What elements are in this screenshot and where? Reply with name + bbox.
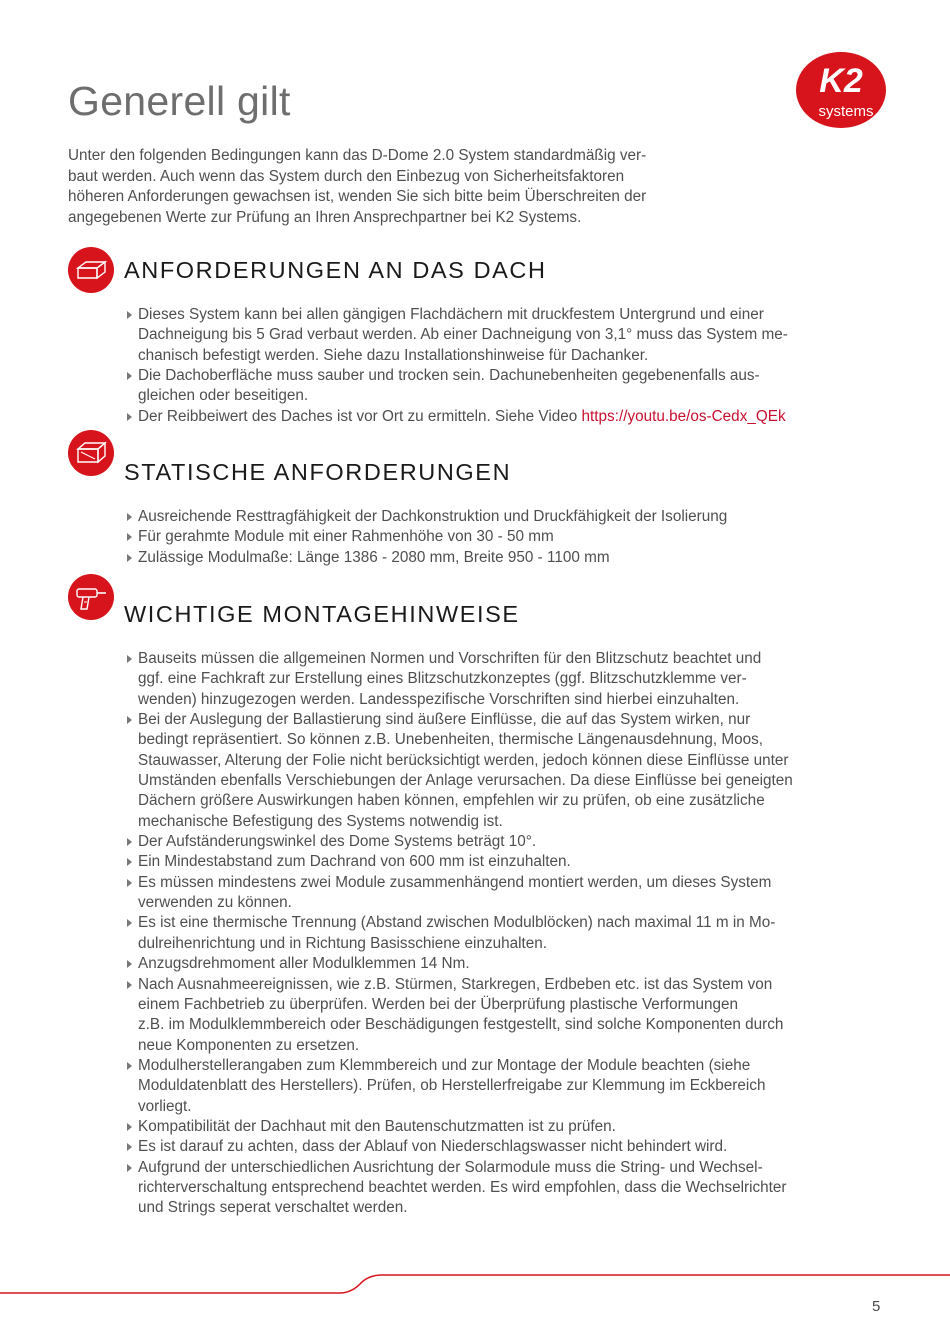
list-item bbox=[124, 1117, 793, 1137]
bullet-line: verwenden zu können. bbox=[138, 894, 292, 912]
drill-icon bbox=[68, 574, 114, 620]
intro-line: Unter den folgenden Bedingungen kann das D-Dome 2.0 System standardmäßig ver- bbox=[68, 147, 647, 164]
bullet-line: neue Komponenten zu ersetzen. bbox=[138, 1036, 360, 1054]
list-item bbox=[124, 407, 788, 427]
bullet-line: vorliegt. bbox=[138, 1097, 192, 1115]
bullet-list-mounting bbox=[124, 649, 793, 1219]
list-item bbox=[124, 1137, 793, 1157]
list-item bbox=[124, 1158, 793, 1219]
bullet-list-static bbox=[124, 507, 727, 568]
bullet-line: wenden) hinzugezogen werden. Landesspezifische Vorschriften sind hierbei einzuhalten. bbox=[138, 690, 740, 708]
list-item bbox=[124, 710, 793, 832]
bullet-line: Ausreichende Resttragfähigkeit der Dachkonstruktion und Druckfähigkeit der Isolierung bbox=[138, 508, 728, 525]
video-link[interactable]: https://youtu.be/os-Cedx_QEk bbox=[581, 407, 786, 425]
bullet-line: dulreihenrichtung und in Richtung Basisschiene einzuhalten. bbox=[138, 934, 548, 952]
bullet-line: und Strings seperat verschaltet werden. bbox=[138, 1199, 408, 1217]
section-heading-static: STATISCHE ANFORDERUNGEN bbox=[124, 459, 512, 485]
page-title: Generell gilt bbox=[68, 78, 291, 124]
list-item bbox=[124, 305, 788, 366]
list-item bbox=[124, 548, 727, 568]
bullet-line: Stauwasser, Alterung der Folie nicht berücksichtigt werden, jedoch können diese Einflüsse unter bbox=[138, 751, 789, 769]
page-number: 5 bbox=[872, 1298, 881, 1315]
list-item bbox=[124, 852, 793, 872]
bullet-line: Anzugsdrehmoment aller Modulklemmen 14 Nm. bbox=[138, 955, 470, 973]
intro-line: baut werden. Auch wenn das System durch den Einbezug von Sicherheitsfaktoren bbox=[68, 167, 625, 185]
list-item bbox=[124, 1056, 793, 1117]
section-heading-mounting: WICHTIGE MONTAGEHINWEISE bbox=[124, 601, 520, 627]
bullet-line: Umständen ebenfalls Verschiebungen der Anlage verursachen. Da diese Einflüsse bei geneigten bbox=[138, 772, 793, 790]
list-item bbox=[124, 975, 793, 1056]
bullet-line: Für gerahmte Module mit einer Rahmenhöhe von 30 - 50 mm bbox=[138, 528, 554, 546]
bullet-line: Bei der Auslegung der Ballastierung sind äußere Einflüsse, die auf das System wirken, nur bbox=[138, 711, 751, 729]
intro-paragraph bbox=[68, 146, 718, 228]
list-item bbox=[124, 913, 793, 954]
bullet-line: Ein Mindestabstand zum Dachrand von 600 mm ist einzuhalten. bbox=[138, 853, 571, 871]
roof-block-icon bbox=[68, 247, 114, 293]
logo-mark: K2 bbox=[819, 62, 863, 100]
list-item bbox=[124, 507, 727, 527]
k2-systems-logo bbox=[794, 50, 888, 130]
intro-line: angegebenen Werte zur Prüfung an Ihren Ansprechpartner bei K2 Systems. bbox=[68, 208, 582, 226]
bullet-line: Es ist eine thermische Trennung (Abstand zwischen Modulblöcken) nach maximal 11 m in Mo- bbox=[138, 914, 776, 932]
list-item bbox=[124, 366, 788, 407]
list-item bbox=[124, 832, 793, 852]
bullet-line: Modulherstellerangaben zum Klemmbereich und zur Montage der Module beachten (siehe bbox=[138, 1056, 751, 1074]
bullet-line: Dächern größere Auswirkungen haben können, empfehlen wir zu prüfen, ob eine zusätzliche bbox=[138, 792, 765, 810]
bullet-line: Dachneigung bis 5 Grad verbaut werden. Ab einer Dachneigung von 3,1° muss das System me- bbox=[138, 326, 788, 344]
bullet-line: Kompatibilität der Dachhaut mit den Bautenschutzmatten ist zu prüfen. bbox=[138, 1117, 616, 1135]
bullet-line: einem Fachbetrieb zu überprüfen. Werden bei der Überprüfung plastische Verformungen bbox=[138, 995, 739, 1013]
bullet-line: mechanische Befestigung des Systems notwendig ist. bbox=[138, 812, 503, 830]
bullet-line: ggf. eine Fachkraft zur Erstellung eines Blitzschutzkonzeptes (ggf. Blitzschutzklemme ver- bbox=[138, 670, 747, 688]
bullet-line: bedingt repräsentiert. So können z.B. Unebenheiten, thermische Längenausdehnung, Moos, bbox=[138, 731, 764, 749]
bullet-line: Der Aufständerungswinkel des Dome Systems beträgt 10°. bbox=[138, 833, 537, 851]
bullet-line: Nach Ausnahmeereignissen, wie z.B. Stürmen, Starkregen, Erdbeben etc. ist das System von bbox=[138, 975, 773, 993]
list-item bbox=[124, 954, 793, 974]
bullet-line: Der Reibbeiwert des Daches ist vor Ort zu ermitteln. Siehe Video bbox=[138, 407, 582, 425]
section-heading-roof: ANFORDERUNGEN AN DAS DACH bbox=[124, 257, 547, 283]
bullet-line: z.B. im Modulklemmbereich oder Beschädigungen festgestellt, sind solche Komponenten durch bbox=[138, 1016, 784, 1034]
static-box-icon bbox=[68, 430, 114, 476]
list-item bbox=[124, 873, 793, 914]
bullet-line: gleichen oder beseitigen. bbox=[138, 387, 309, 405]
intro-line: höheren Anforderungen gewachsen ist, wenden Sie sich bitte beim Überschreiten der bbox=[68, 188, 647, 205]
bullet-line: chanisch befestigt werden. Siehe dazu Installationshinweise für Dachanker. bbox=[138, 346, 649, 364]
bullet-line: Dieses System kann bei allen gängigen Flachdächern mit druckfestem Untergrund und einer bbox=[138, 306, 764, 323]
bullet-line: Zulässige Modulmaße: Länge 1386 - 2080 mm, Breite 950 - 1100 mm bbox=[138, 548, 610, 566]
footer-divider bbox=[0, 1270, 950, 1300]
list-item bbox=[124, 649, 793, 710]
bullet-line: richterverschaltung entsprechend beachtet werden. Es wird empfohlen, dass die Wechselrichter bbox=[138, 1178, 787, 1196]
bullet-line: Aufgrund der unterschiedlichen Ausrichtung der Solarmodule muss die String- und Wechsel- bbox=[138, 1158, 763, 1176]
bullet-line: Es ist darauf zu achten, dass der Ablauf von Niederschlagswasser nicht behindert wird. bbox=[138, 1138, 728, 1156]
bullet-list-roof bbox=[124, 305, 788, 427]
bullet-line: Bauseits müssen die allgemeinen Normen und Vorschriften für den Blitzschutz beachtet und bbox=[138, 650, 762, 667]
list-item bbox=[124, 527, 727, 547]
logo-word: systems bbox=[818, 103, 874, 120]
bullet-line: Die Dachoberfläche muss sauber und trocken sein. Dachunebenheiten gegebenenfalls aus- bbox=[138, 367, 760, 385]
bullet-line: Moduldatenblatt des Herstellers). Prüfen, ob Herstellerfreigabe zur Klemmung im Eckbereich bbox=[138, 1077, 766, 1095]
bullet-line: Es müssen mindestens zwei Module zusammenhängend montiert werden, um dieses System bbox=[138, 873, 772, 891]
